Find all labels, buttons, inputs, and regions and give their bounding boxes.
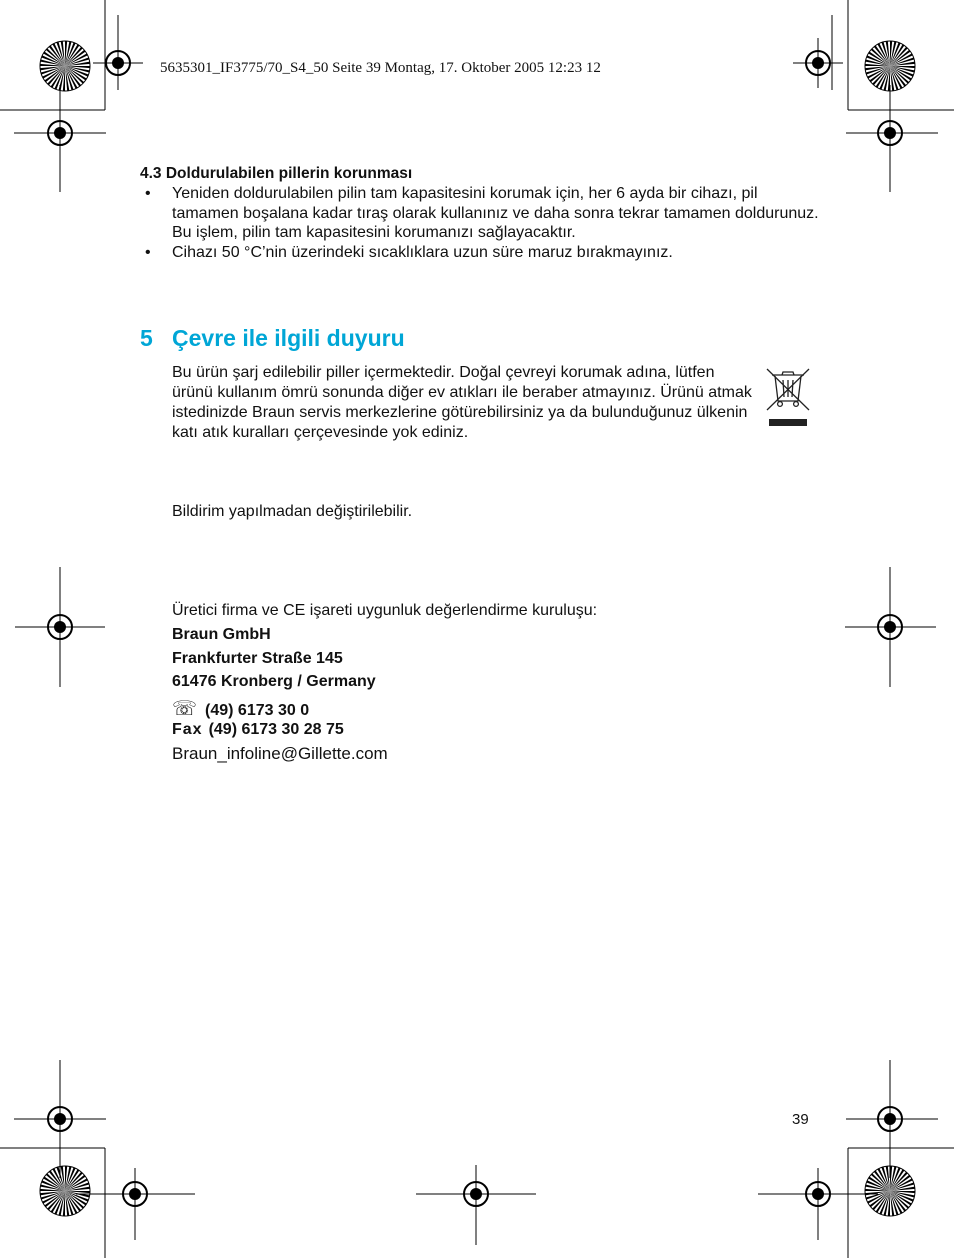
page-number: 39: [792, 1111, 809, 1128]
starburst-bottom-left: [39, 1165, 91, 1217]
company-name: Braun GmbH: [172, 626, 271, 643]
starburst-top-right: [864, 40, 916, 92]
fax-label: Fax: [172, 721, 203, 738]
bullet-item: [140, 184, 820, 243]
bullet-item: [140, 243, 820, 263]
street-address: Frankfurter Straße 145: [172, 650, 343, 667]
starburst-top-left: [39, 40, 91, 92]
bullet-dot: •: [145, 185, 151, 202]
crossed-out-wheeled-bin-icon: [766, 367, 810, 429]
phone-icon: ☏: [172, 698, 198, 720]
print-header: 5635301_IF3775/70_S4_50 Seite 39 Montag, 17. Oktober 2005 12:23 12: [160, 60, 601, 76]
bullet-text: Yeniden doldurulabilen pilin tam kapasitesini korumak için, her 6 ayda bir cihazı, pil tamamen boşalana kadar tıraş olarak kullanınız ve daha sonra tekrar tamamen doldurunuz. Bu işlem, pilin tam kapasitesini korumanızı sağlayacaktır.: [172, 185, 819, 242]
starburst-bottom-right: [864, 1165, 916, 1217]
fax-line: [172, 721, 344, 739]
change-notice: Bildirim yapılmadan değiştirilebilir.: [172, 503, 413, 520]
email-address: Braun_infoline@Gillette.com: [172, 744, 388, 763]
bullet-list: [140, 184, 820, 262]
phone-number: (49) 6173 30 0: [205, 702, 310, 719]
subsection-heading: 4.3 Doldurulabilen pillerin korunması: [140, 165, 413, 182]
city-address: 61476 Kronberg / Germany: [172, 673, 376, 690]
manufacturer-intro: Üretici firma ve CE işareti uygunluk değerlendirme kuruluşu:: [172, 602, 598, 619]
bullet-text: Cihazı 50 °C’nin üzerindeki sıcaklıklara uzun süre maruz bırakmayınız.: [172, 243, 673, 261]
fax-number: (49) 6173 30 28 75: [208, 721, 344, 738]
bullet-dot: •: [145, 243, 151, 261]
phone-line: [172, 696, 309, 721]
environment-notice-text: Bu ürün şarj edilebilir piller içermektedir. Doğal çevreyi korumak adına, lütfen ürünü kullanım ömrü sonunda diğer ev atıkları ile beraber atmayınız. Ürünü atmak istedinizde Braun servis merkezlerine götürebilirsiniz ya da bulunduğunuz ülkenin katı atık kuralları çerçevesinde yok ediniz.: [172, 364, 752, 441]
section-title: Çevre ile ilgili duyuru: [172, 325, 405, 351]
section-heading: [140, 325, 405, 352]
section-number: 5: [140, 325, 153, 351]
